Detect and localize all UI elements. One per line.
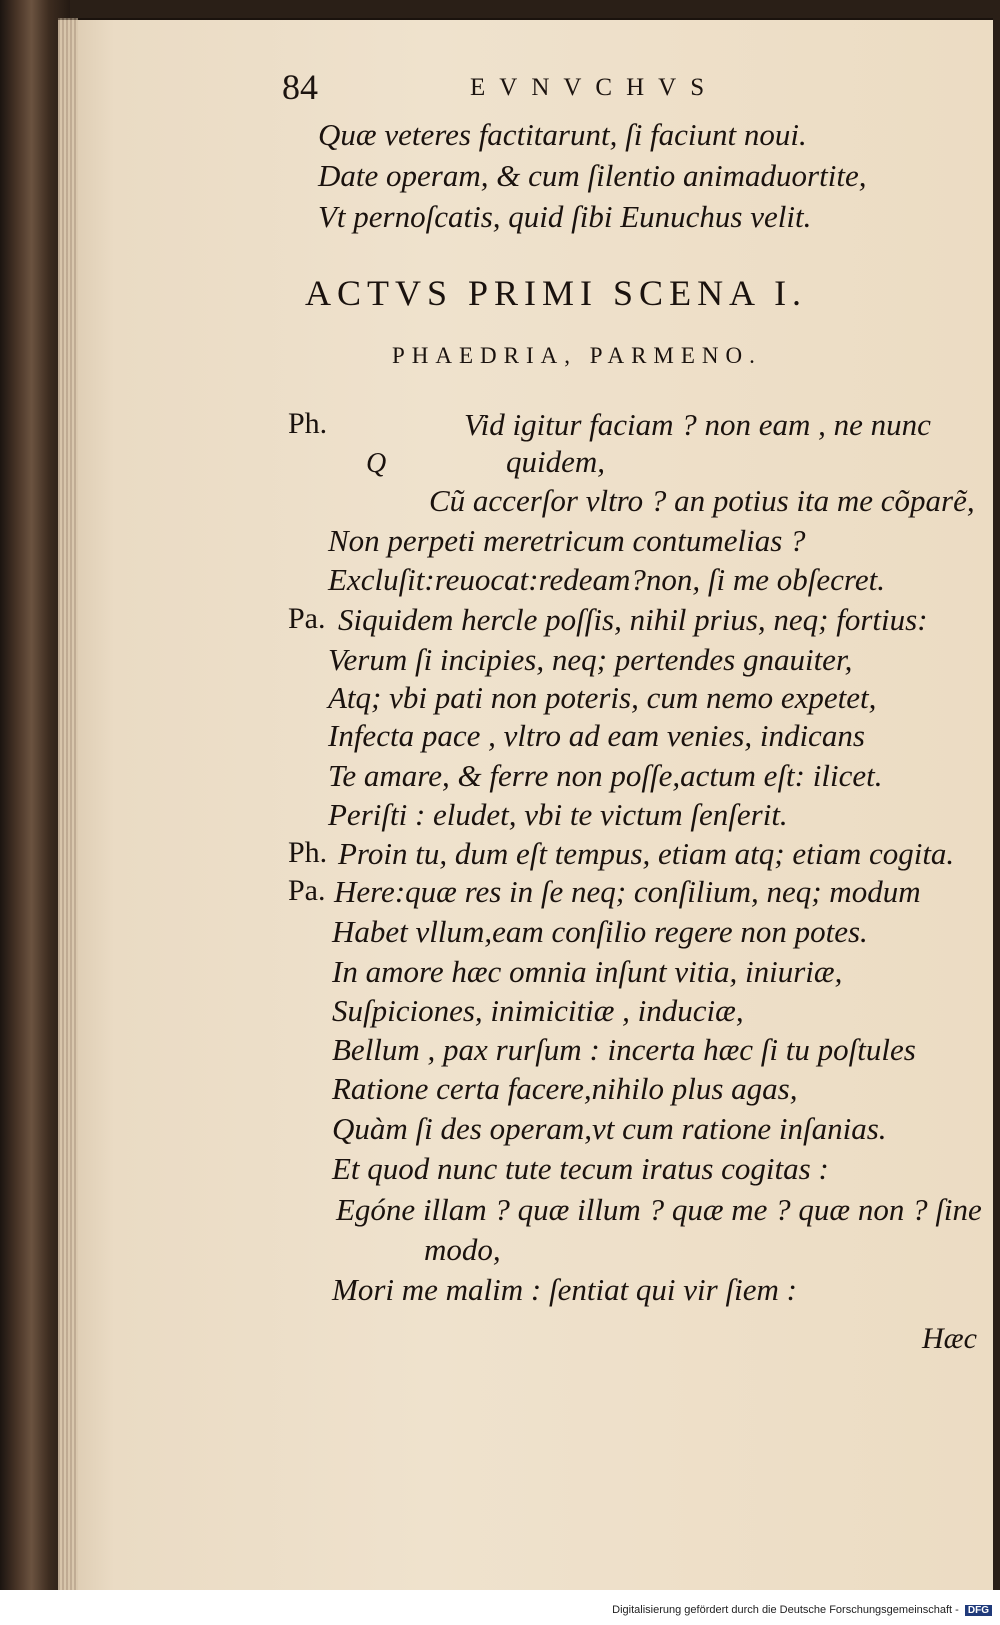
decorative-initial: Q (366, 448, 387, 479)
dialogue-line: Here:quæ res in ſe neq; conſilium, neq; modum (334, 874, 921, 909)
dialogue-line: Verum ſi incipies, neq; pertendes gnauiter, (328, 642, 853, 677)
dialogue-line: Non perpeti meretricum contumelias ? (328, 523, 806, 558)
running-head: EVNVCHVS (470, 74, 719, 101)
dialogue-line: Ratione certa facere,nihilo plus agas, (332, 1071, 798, 1106)
dialogue-line: Periſti : eludet, vbi te victum ſenſerit. (328, 797, 788, 832)
dialogue-line: Habet vllum,eam conſilio regere non potes. (332, 914, 868, 949)
scene-title: ACTVS PRIMI SCENA I. (305, 273, 808, 313)
dialogue-line: Excluſit:reuocat:redeam?non, ſi me obſecret. (328, 562, 885, 597)
page-number: 84 (282, 67, 318, 107)
speaker-label: Ph. (288, 407, 328, 440)
dialogue-line: Te amare, & ferre non poſſe,actum eſt: ilicet. (328, 758, 883, 793)
dfg-logo: DFG (965, 1605, 992, 1616)
dialogue-line: In amore hæc omnia inſunt vitia, iniuriæ, (332, 954, 843, 989)
dialogue-line: Suſpiciones, inimicitiæ , induciæ, (332, 993, 744, 1028)
dialogue-line: Quàm ſi des operam,vt cum ratione inſanias. (332, 1111, 887, 1146)
digitization-credit (612, 1604, 992, 1616)
dramatis-personae: PHAEDRIA, PARMENO. (392, 343, 762, 368)
dialogue-line: Infecta pace , vltro ad eam venies, indicans (328, 718, 865, 753)
dialogue-line: Bellum , pax rurſum : incerta hæc ſi tu poſtules (332, 1032, 916, 1067)
dialogue-line: Siquidem hercle poſſis, nihil prius, neq; fortius: (338, 602, 928, 637)
speaker-label: Pa. (288, 602, 326, 635)
speaker-label: Pa. (288, 874, 326, 907)
page-edge (58, 18, 78, 1590)
dialogue-line: quidem, (506, 444, 606, 479)
dialogue-line: Proin tu, dum eſt tempus, etiam atq; etiam cogita. (338, 836, 955, 871)
dialogue-line: Vid igitur faciam ? non eam , ne nunc (464, 407, 931, 442)
dialogue-line: Atq; vbi pati non poteris, cum nemo expetet, (328, 680, 877, 715)
prologue-line: Date operam, & cum ſilentio animaduortite, (318, 158, 867, 193)
speaker-label: Ph. (288, 836, 328, 869)
dialogue-line: Egóne illam ? quæ illum ? quæ me ? quæ non ? ſine (336, 1192, 982, 1227)
catchword: Hæc (922, 1322, 977, 1355)
dialogue-line: Et quod nunc tute tecum iratus cogitas : (332, 1151, 829, 1186)
credit-text: Digitalisierung gefördert durch die Deutsche Forschungsgemeinschaft - (612, 1604, 959, 1616)
prologue-line: Vt pernoſcatis, quid ſibi Eunuchus velit. (318, 199, 812, 234)
dialogue-line: Mori me malim : ſentiat qui vir ſiem : (332, 1272, 797, 1307)
dialogue-line: modo, (424, 1232, 501, 1267)
dialogue-line: Cũ accerſor vltro ? an potius ita me cõparẽ, (429, 483, 975, 518)
prologue-line: Quæ veteres factitarunt, ſi faciunt noui. (318, 117, 807, 152)
